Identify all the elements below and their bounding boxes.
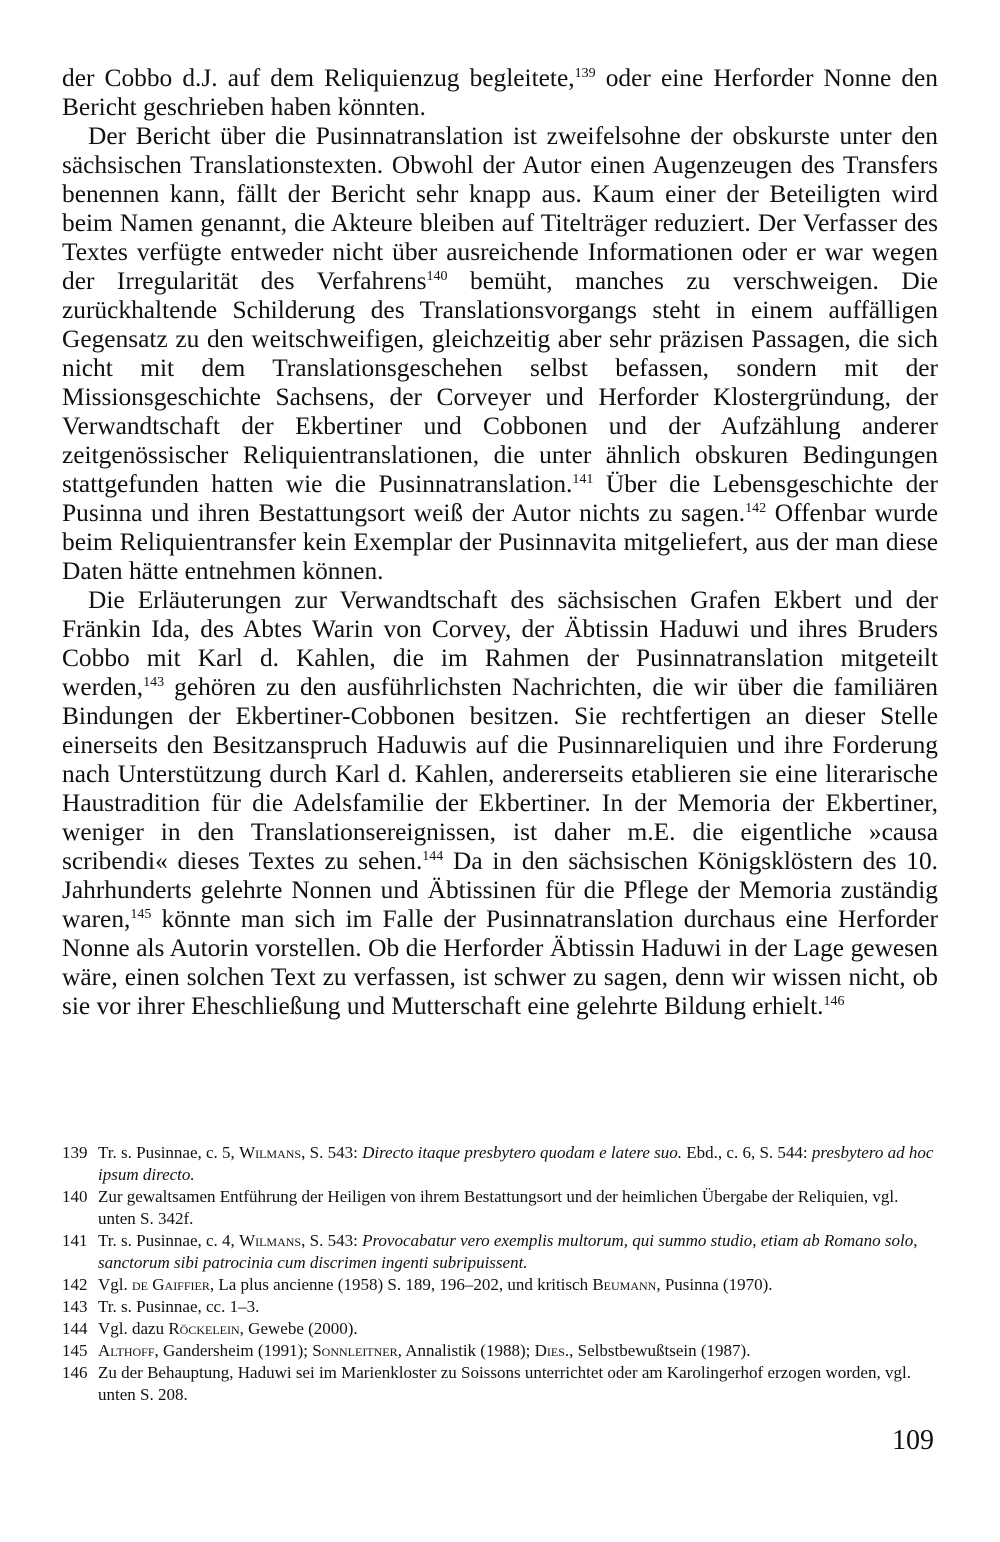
text-run: , Gewebe (2000). (239, 1319, 358, 1338)
footnote-number: 146 (62, 1363, 88, 1382)
text-run: bemüht, manches zu verschweigen. Die zurückhaltende Schilderung des Translationsvorgangs steht in einem auffälligen Gegensatz zu den weitschweifigen, gleichzeitig aber sehr präzisen Passagen, die sich nicht mit dem Translationsgeschehen selbst befassen, sondern mit der Missionsgeschichte Sachsens, der Corveyer und Herforder Klostergründung, der Verwandtschaft der Ekbertiner und Cobbonen und der Aufzählung anderer zeitgenössischer Reliquientranslationen, die unter ähnlich obskuren Bedingungen stattgefunden hatten wie die Pusinnatranslation. (62, 267, 938, 498)
author-name: Wilmans (239, 1143, 302, 1162)
latin-quote: presbytero ad hoc ipsum directo. (98, 1143, 934, 1184)
text-run: , S. 543: (301, 1143, 363, 1162)
author-name: Althoff (98, 1341, 155, 1360)
footnote-143 (62, 1296, 940, 1318)
author-name: Wilmans (239, 1231, 302, 1250)
author-name: Dies. (534, 1341, 570, 1360)
footnotes (62, 1142, 940, 1406)
text-run: oder eine Herforder Nonne den Bericht geschrieben haben könnten. (62, 64, 938, 121)
footnote-ref-142[interactable]: 142 (745, 501, 767, 516)
latin-quote: Provocabatur vero exemplis multorum, qui summo studio, etiam ab Romano solo, sanctorum sibi patrocinia cum discrimen ingenti subripuissent. (98, 1231, 918, 1272)
footnote-ref-141[interactable]: 141 (572, 472, 594, 487)
footnote-number: 139 (62, 1143, 88, 1162)
text-run: gehören zu den ausführlichsten Nachrichten, die wir über die familiären Bindungen der Ekbertiner-Cobbonen besitzen. Sie rechtfertigen an dieser Stelle einerseits den Besitzanspruch Haduwis auf die Pusinnareliquien und ihre Forderung nach Unterstützung durch Karl d. Kahlen, andererseits etablieren sie eine literarische Haustradition für die Adelsfamilie der Ekbertiner. In der Memoria der Ekbertiner, weniger in den Translationsereignissen, ist daher m.E. die eigentliche »causa scribendi« dieses Textes zu sehen. (62, 673, 938, 875)
page-number: 109 (892, 1425, 934, 1456)
paragraph-1 (62, 64, 938, 122)
text-run: Die Erläuterungen zur Verwandtschaft des sächsischen Grafen Ekbert und der Fränkin Ida, des Abtes Warin von Corvey, der Äbtissin Haduwi und ihres Bruders Cobbo mit Karl d. Kahlen, die im Rahmen der Pusinnatranslation mitgeteilt werden, (62, 586, 938, 701)
footnote-number: 140 (62, 1187, 88, 1206)
text-run: Der Bericht über die Pusinnatranslation ist zweifelsohne der obskurste unter den sächsischen Translationstexten. Obwohl der Autor einen Augenzeugen des Transfers benennen kann, fällt der Bericht sehr knapp aus. Kaum einer der Beteiligten wird beim Namen genannt, die Akteure bleiben auf Titelträger reduziert. Der Verfasser des Textes verfügte entweder nicht über ausreichende Informationen oder er war wegen der Irregularität des Verfahrens (62, 122, 938, 295)
author-name: Beumann (592, 1275, 657, 1294)
footnote-ref-140[interactable]: 140 (426, 269, 448, 284)
footnote-text: Zur gewaltsamen Entführung der Heiligen von ihrem Bestattungsort und der heimlichen Übergabe der Reliquien, vgl. unten S. 342f. (98, 1187, 899, 1228)
footnote-text (98, 1340, 940, 1362)
text-run: Ebd., c. 6, S. 544: (682, 1143, 812, 1162)
footnote-ref-143[interactable]: 143 (143, 675, 165, 690)
footnote-number: 142 (62, 1275, 88, 1294)
main-text (62, 64, 938, 1021)
footnote-140 (62, 1186, 940, 1230)
footnote-text (98, 1318, 940, 1340)
footnote-139 (62, 1142, 940, 1186)
text-run: Über die Lebensgeschichte der Pusinna und ihren Bestattungsort weiß der Autor nichts zu sagen. (62, 470, 938, 527)
author-name: Sonnleitner (312, 1341, 398, 1360)
footnote-text (98, 1230, 940, 1274)
text-run: Offenbar wurde beim Reliquientransfer kein Exemplar der Pusinnavita mitgeliefert, aus der man diese Daten hätte entnehmen können. (62, 499, 939, 585)
footnote-number: 143 (62, 1297, 88, 1316)
text-run: , Pusinna (1970). (656, 1275, 773, 1294)
text-run: könnte man sich im Falle der Pusinnatranslation durchaus eine Herforder Nonne als Autorin vorstellen. Ob die Herforder Äbtissin Haduwi in der Lage gewesen wäre, einen solchen Text zu verfassen, ist schwer zu sagen, denn wir wissen nicht, ob sie vor ihrer Eheschließung und Mutterschaft eine gelehrte Bildung erhielt. (62, 905, 938, 1020)
footnote-number: 141 (62, 1231, 88, 1250)
text-run: , S. 543: (301, 1231, 363, 1250)
text-run: Tr. s. Pusinnae, c. 4, (98, 1231, 240, 1250)
footnote-ref-139[interactable]: 139 (574, 66, 596, 81)
footnote-146 (62, 1362, 940, 1406)
text-run: , La plus ancienne (1958) S. 189, 196–202, und kritisch (209, 1275, 593, 1294)
text-run: , Annalistik (1988); (397, 1341, 535, 1360)
footnote-145 (62, 1340, 940, 1362)
footnote-text: Zu der Behauptung, Haduwi sei im Marienkloster zu Soissons unterrichtet oder am Karolingerhof erzogen worden, vgl. unten S. 208. (98, 1363, 911, 1404)
text-run: , Gandersheim (1991); (154, 1341, 313, 1360)
text-run: , Selbstbewußtsein (1987). (569, 1341, 751, 1360)
paragraph-2 (62, 122, 938, 586)
footnote-ref-144[interactable]: 144 (422, 849, 444, 864)
author-name: Röckelein (168, 1319, 240, 1338)
author-name: de Gaiffier (132, 1275, 210, 1294)
text-run: Da in den sächsischen Königsklöstern des 10. Jahrhunderts gelehrte Nonnen und Äbtissinen für die Pflege der Memoria zuständig waren, (62, 847, 938, 933)
footnote-text (98, 1142, 940, 1186)
footnote-text: Tr. s. Pusinnae, cc. 1–3. (98, 1297, 260, 1316)
footnote-ref-146[interactable]: 146 (823, 994, 845, 1009)
text-run: Vgl. dazu (98, 1319, 169, 1338)
text-run: Vgl. (98, 1275, 132, 1294)
footnote-number: 145 (62, 1341, 88, 1360)
footnote-144 (62, 1318, 940, 1340)
footnote-142 (62, 1274, 940, 1296)
paragraph-3 (62, 586, 938, 1021)
latin-quote: Directo itaque presbytero quodam e latere suo. (362, 1143, 683, 1162)
text-run: Tr. s. Pusinnae, c. 5, (98, 1143, 240, 1162)
footnote-text (98, 1274, 940, 1296)
footnote-ref-145[interactable]: 145 (130, 907, 152, 922)
text-run: der Cobbo d.J. auf dem Reliquienzug begleitete, (62, 64, 575, 92)
footnote-141 (62, 1230, 940, 1274)
footnote-number: 144 (62, 1319, 88, 1338)
